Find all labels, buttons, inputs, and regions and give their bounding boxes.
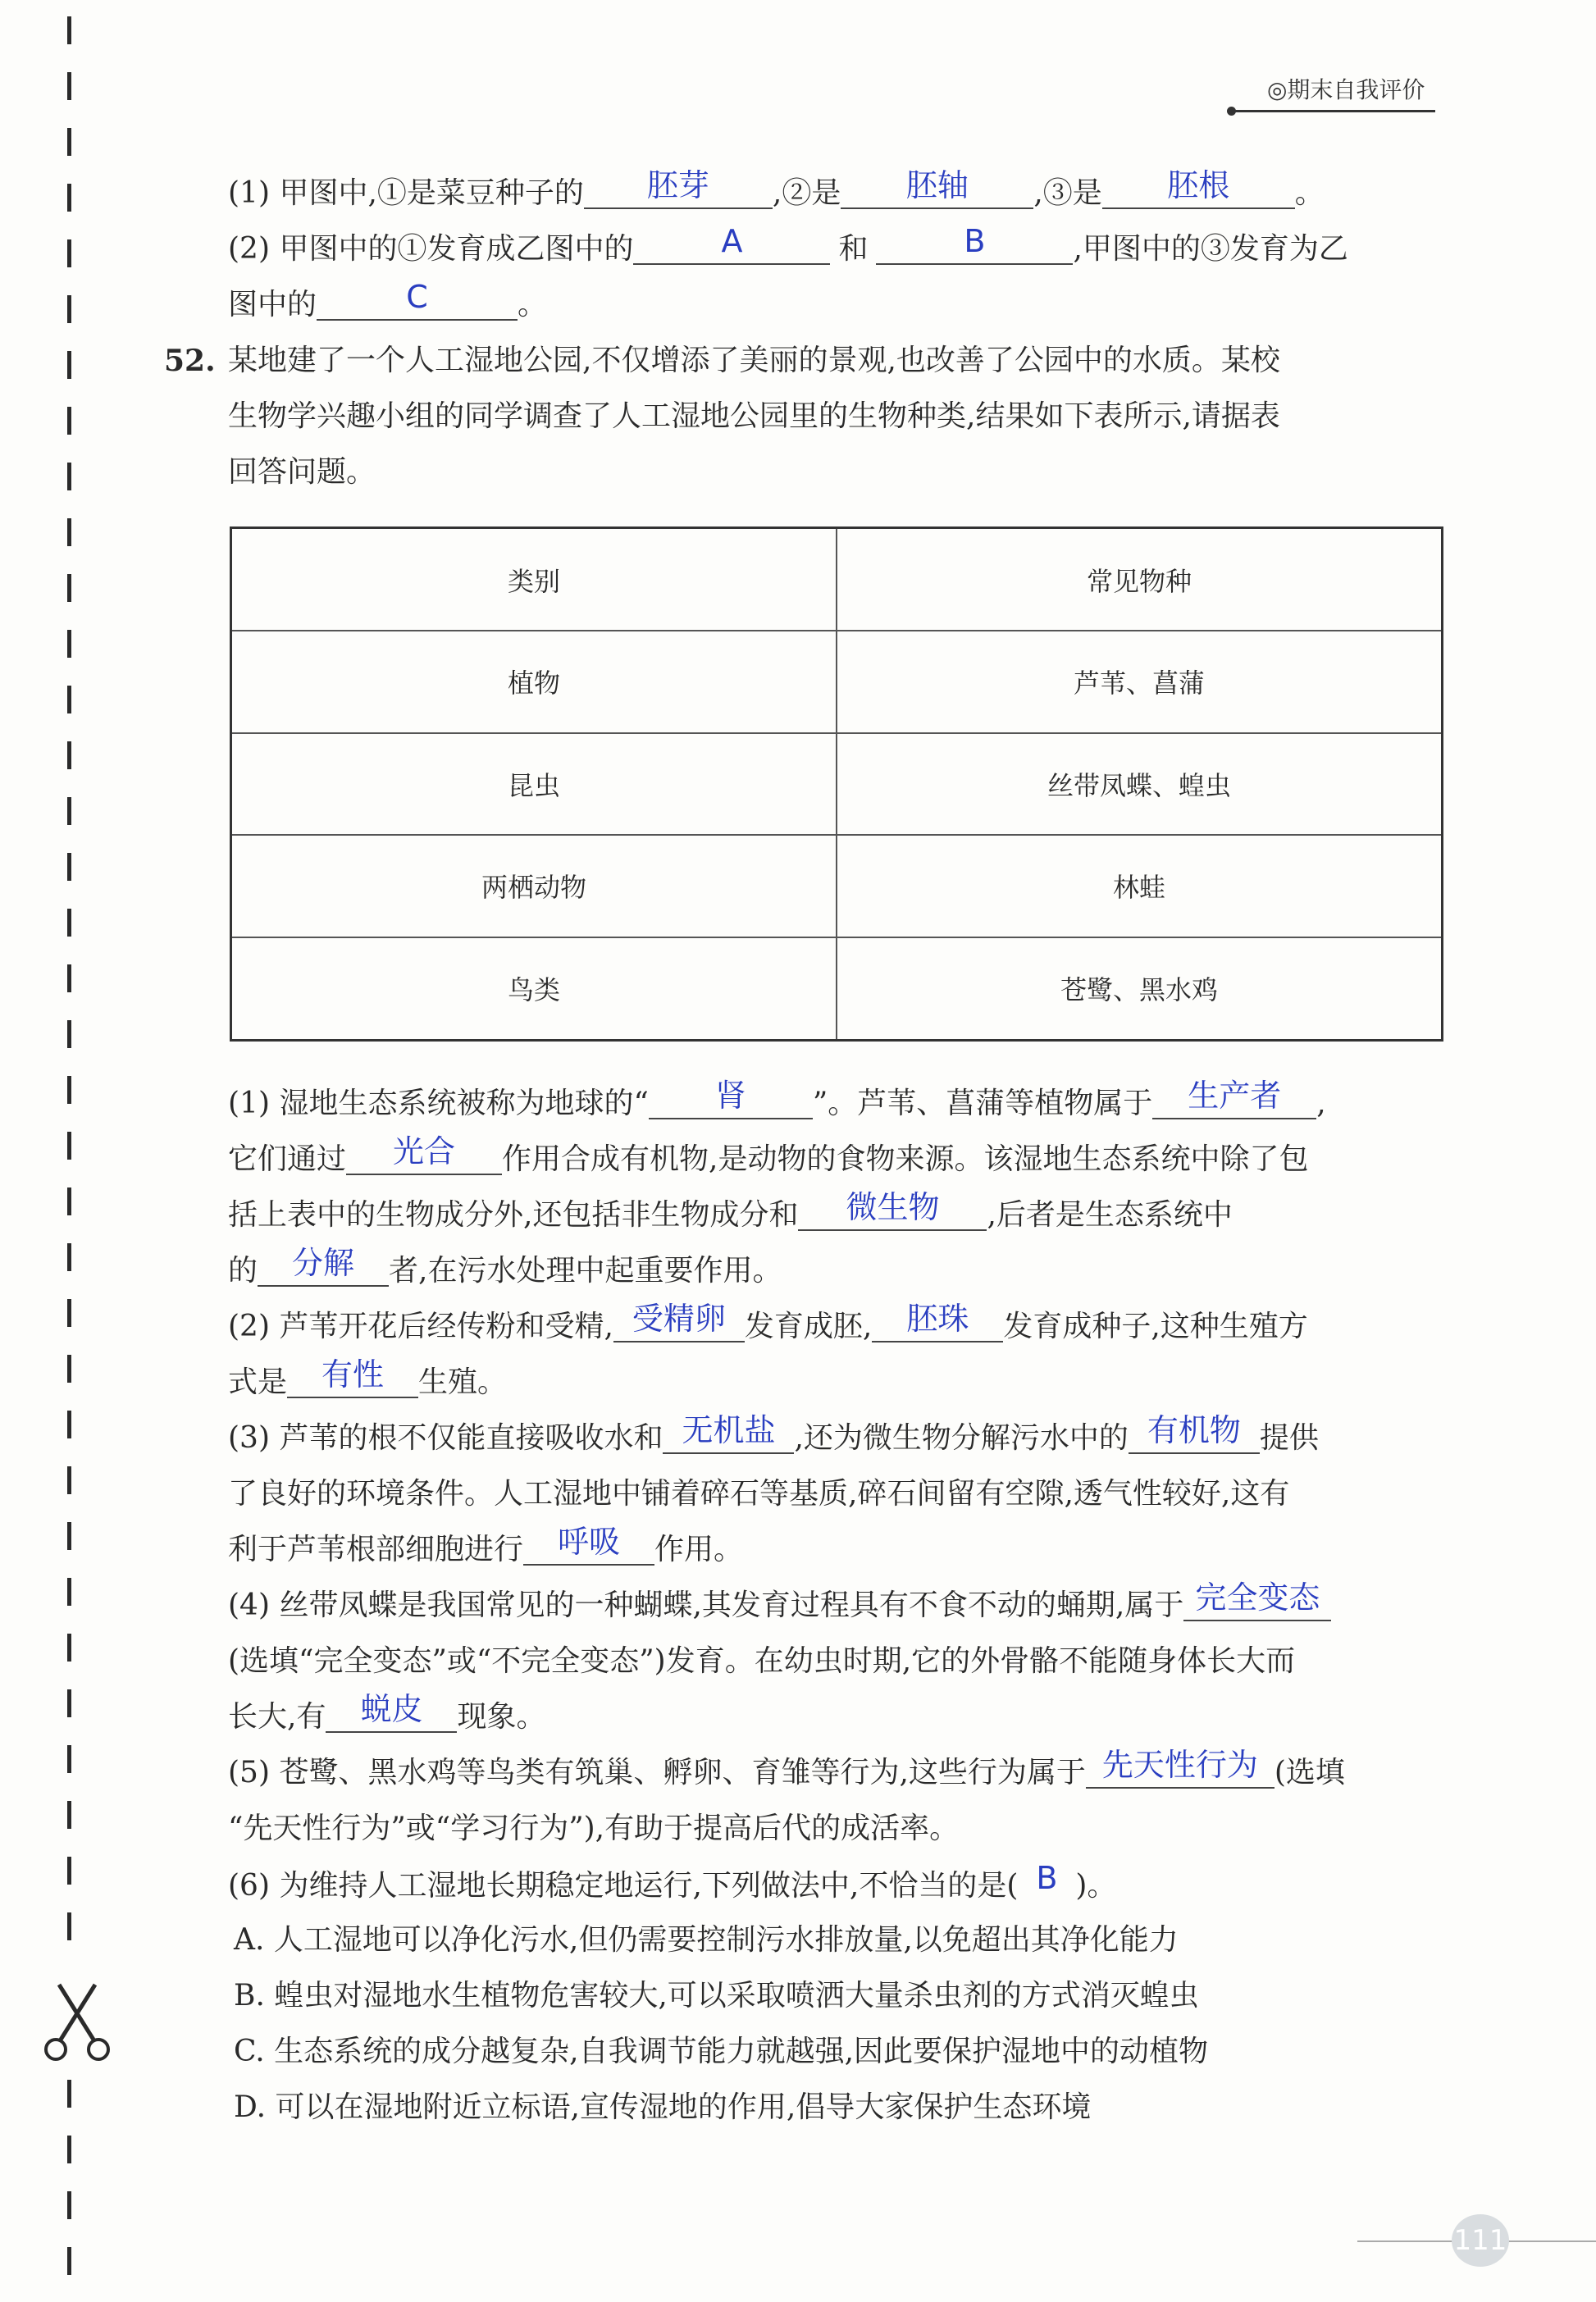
- cut-line-dash: [67, 72, 71, 100]
- answer-blank: [317, 279, 518, 321]
- q52-text: (2) 芦苇开花后经传粉和受精,: [228, 1310, 613, 1343]
- q52-text: 现象。: [457, 1700, 546, 1734]
- answer-blank: [258, 1245, 389, 1287]
- answer-blank: [287, 1356, 418, 1398]
- q52-p3-line3: [228, 1524, 744, 1573]
- q52-text: (5) 苍鹭、黑水鸡等鸟类有筑巢、孵卵、育雏等行为,这些行为属于: [228, 1756, 1086, 1789]
- option-d: D. 可以在湿地附近立标语,宣传湿地的作用,倡导大家保护生态环境: [234, 2090, 1092, 2124]
- answer-text: 光合: [393, 1133, 456, 1169]
- answer-text: 生产者: [1188, 1078, 1282, 1114]
- footer-rule: [1357, 2240, 1456, 2242]
- q52-text: 者,在污水处理中起重要作用。: [389, 1254, 782, 1288]
- q52-text: )。: [1075, 1869, 1117, 1903]
- answer-text: 胚珠: [906, 1301, 969, 1337]
- q51-part2-line1: [228, 223, 1348, 272]
- answer-blank: [1129, 1412, 1260, 1454]
- answer-blank: [1086, 1747, 1275, 1789]
- answer-text: 受精卵: [632, 1301, 726, 1337]
- q52-text: 长大,有: [228, 1700, 326, 1734]
- answer-blank: [798, 1189, 987, 1231]
- question-number: 52.: [164, 344, 216, 378]
- cut-line-dash: [67, 686, 71, 713]
- q52-stem-line: 生物学兴趣小组的同学调查了人工湿地公园里的生物种类,结果如下表所示,请据表: [228, 399, 1280, 433]
- cut-line-dash: [67, 574, 71, 602]
- q52-text: (4) 丝带凤蝶是我国常见的一种蝴蝶,其发育过程具有不食不动的蛹期,属于: [228, 1589, 1184, 1622]
- cut-line-dash: [67, 351, 71, 379]
- cut-line-dash: [67, 1801, 71, 1829]
- answer-text: 微生物: [846, 1189, 940, 1225]
- cut-line-dash: [67, 2191, 71, 2219]
- answer-slot: [1018, 1862, 1075, 1909]
- answer-text: 蜕皮: [360, 1691, 423, 1727]
- q52-text: 作用合成有机物,是动物的食物来源。该湿地生态系统中除了包: [502, 1142, 1309, 1176]
- cut-line-dash: [67, 518, 71, 546]
- q52-text: 式是: [228, 1365, 288, 1399]
- table-cell: 植物: [231, 631, 837, 733]
- table-cell: 林蛙: [837, 835, 1443, 937]
- q52-text: (1) 湿地生态系统被称为地球的“: [228, 1087, 649, 1120]
- cut-line-dash: [67, 1243, 71, 1271]
- q52-p3-line1: [228, 1412, 1319, 1461]
- cut-line-dash: [67, 853, 71, 881]
- q52-p3-line2: 了良好的环境条件。人工湿地中铺着碎石等基质,碎石间留有空隙,透气性较好,这有: [228, 1477, 1290, 1511]
- answer-text: 分解: [292, 1245, 355, 1281]
- q51-p2-text: 和: [838, 232, 869, 266]
- q52-text: 括上表中的生物成分外,还包括非生物成分和: [228, 1198, 799, 1232]
- cut-line-dash: [67, 1912, 71, 1940]
- q51-p2-text: (2) 甲图中的①发育成乙图中的: [228, 232, 634, 266]
- answer-blank: [649, 1078, 813, 1119]
- q51-p2-text: 图中的: [228, 288, 317, 321]
- scissors-icon: [43, 1981, 112, 2063]
- q52-text: (选填: [1274, 1756, 1345, 1789]
- option-b: B. 蝗虫对湿地水生植物危害较大,可以采取喷洒大量杀虫剂的方式消灭蝗虫: [234, 1979, 1199, 2013]
- cut-line-dash: [67, 295, 71, 323]
- cut-line-dash: [67, 1132, 71, 1160]
- q52-p2-line2: [228, 1356, 508, 1406]
- cut-line-dash: [67, 184, 71, 212]
- answer-text: 胚轴: [905, 167, 969, 203]
- q52-p1-line2: [228, 1133, 1309, 1183]
- answer-blank: [346, 1133, 502, 1175]
- answer-text: C: [406, 279, 428, 315]
- cut-line-dash: [67, 1076, 71, 1104]
- cut-line: [67, 16, 72, 2296]
- q52-text: (3) 芦苇的根不仅能直接吸收水和: [228, 1421, 663, 1455]
- cut-line-dash: [67, 1355, 71, 1383]
- cut-line-dash: [67, 1745, 71, 1773]
- table-row: [231, 835, 1443, 937]
- cut-line-dash: [67, 463, 71, 490]
- cut-line-dash: [67, 1689, 71, 1717]
- q52-stem-line: 回答问题。: [228, 455, 376, 489]
- cut-line-dash: [67, 16, 71, 44]
- q51-p1-text: ,③是: [1033, 176, 1102, 210]
- answer-text: 无机盐: [682, 1412, 776, 1448]
- cut-line-dash: [67, 964, 71, 992]
- cut-line-dash: [67, 2247, 71, 2275]
- cut-line-dash: [67, 128, 71, 156]
- q52-p4-line2: (选填“完全变态”或“不完全变态”)发育。在幼虫时期,它的外骨骼不能随身体长大而: [228, 1644, 1296, 1678]
- q51-p1-text: 。: [1294, 176, 1325, 210]
- cut-line-dash: [67, 1299, 71, 1327]
- cut-line-dash: [67, 1020, 71, 1048]
- q51-part2-line2: [228, 279, 548, 328]
- q52-text: 的: [228, 1254, 258, 1288]
- q52-text: ,后者是生态系统中: [987, 1198, 1233, 1232]
- table-cell: 昆虫: [231, 733, 837, 836]
- answer-blank: [326, 1691, 457, 1733]
- cut-line-dash: [67, 1578, 71, 1606]
- q52-p4-line1: [228, 1579, 1331, 1629]
- q52-p5-line2: “先天性行为”或“学习行为”),有助于提高后代的成活率。: [228, 1812, 960, 1845]
- footer-rule: [1501, 2240, 1596, 2242]
- answer-text: 先天性行为: [1101, 1747, 1258, 1783]
- table-cell: 苍鹭、黑水鸡: [837, 937, 1443, 1041]
- answer-text: 胚芽: [646, 167, 709, 203]
- q51-p2-text: 。: [518, 288, 548, 321]
- table-cell: 鸟类: [231, 937, 837, 1041]
- answer-blank: [613, 1301, 745, 1342]
- answer-blank: [1183, 1579, 1331, 1621]
- q52-text: 作用。: [654, 1533, 744, 1566]
- answer-blank: [1102, 167, 1295, 209]
- table-row: [231, 937, 1443, 1041]
- cut-line-dash: [67, 1411, 71, 1438]
- table-cell: 丝带凤蝶、蝗虫: [837, 733, 1443, 836]
- answer-blank: [841, 167, 1033, 209]
- cut-line-dash: [67, 1187, 71, 1215]
- q52-stem-line: 某地建了一个人工湿地公园,不仅增添了美丽的景观,也改善了公园中的水质。某校: [228, 344, 1280, 377]
- cut-line-dash: [67, 630, 71, 658]
- answer-text: 完全变态: [1195, 1579, 1320, 1616]
- q52-text: 发育成胚,: [744, 1310, 873, 1343]
- table-cell: 芦苇、菖蒲: [837, 631, 1443, 733]
- table-row: [231, 631, 1443, 733]
- q52-p1-line4: [228, 1245, 782, 1294]
- q52-p1-line3: [228, 1189, 1233, 1238]
- option-a: A. 人工湿地可以净化污水,但仍需要控制污水排放量,以免超出其净化能力: [234, 1923, 1179, 1957]
- page-number: 111: [1452, 2214, 1509, 2267]
- answer-text: 有性: [321, 1356, 385, 1393]
- cut-line-dash: [67, 2080, 71, 2108]
- cut-line-dash: [67, 741, 71, 769]
- answer-text: 呼吸: [558, 1524, 621, 1560]
- species-table: [230, 526, 1443, 1042]
- answer-blank: [523, 1524, 654, 1566]
- q52-p4-line3: [228, 1691, 546, 1740]
- q52-text: 生殖。: [418, 1365, 508, 1399]
- table-header-cell: 类别: [231, 528, 837, 631]
- q52-text: (6) 为维持人工湿地长期稳定地运行,下列做法中,不恰当的是(: [228, 1869, 1019, 1903]
- q52-text: 它们通过: [228, 1142, 347, 1176]
- table-header-row: [231, 528, 1443, 631]
- q52-p1-line1: [228, 1078, 1326, 1127]
- q51-part1: [228, 167, 1325, 217]
- table-cell: 两栖动物: [231, 835, 837, 937]
- q51-p1-text: ,②是: [772, 176, 841, 210]
- q52-text: 提供: [1259, 1421, 1319, 1455]
- q52-text: 发育成种子,这种生殖方: [1003, 1310, 1308, 1343]
- answer-text: 肾: [714, 1078, 746, 1114]
- cut-line-dash: [67, 1522, 71, 1550]
- cut-line-dash: [67, 1857, 71, 1885]
- cut-line-dash: [67, 797, 71, 825]
- section-title: ◎期末自我评价: [1267, 76, 1425, 103]
- answer-blank: [663, 1412, 794, 1454]
- answer-text: B: [1036, 1860, 1058, 1896]
- table-row: [231, 733, 1443, 836]
- q51-p2-text: ,甲图中的③发育为乙: [1073, 232, 1348, 266]
- q52-p5-line1: [228, 1747, 1345, 1796]
- answer-text: 胚根: [1167, 167, 1230, 203]
- q52-text: 利于芦苇根部细胞进行: [228, 1533, 524, 1566]
- answer-blank: [1152, 1078, 1316, 1119]
- q51-p1-text: (1) 甲图中,①是菜豆种子的: [228, 176, 584, 210]
- q52-text: ”。芦苇、菖蒲等植物属于: [812, 1087, 1153, 1120]
- table-header-cell: 常见物种: [837, 528, 1443, 631]
- answer-blank: [872, 1301, 1003, 1342]
- q52-text: ,: [1316, 1087, 1326, 1120]
- cut-line-dash: [67, 909, 71, 937]
- option-c: C. 生态系统的成分越复杂,自我调节能力就越强,因此要保护湿地中的动植物: [234, 2035, 1209, 2068]
- cut-line-dash: [67, 1634, 71, 1662]
- cut-line-dash: [67, 239, 71, 267]
- header-rule: [1230, 110, 1435, 112]
- answer-text: B: [964, 223, 986, 259]
- cut-line-dash: [67, 407, 71, 435]
- cut-line-dash: [67, 1466, 71, 1494]
- q52-text: ,还为微生物分解污水中的: [794, 1421, 1129, 1455]
- answer-blank: [633, 223, 830, 265]
- q52-p6-line1: [228, 1862, 1116, 1909]
- answer-blank: [584, 167, 773, 209]
- answer-text: A: [721, 223, 743, 259]
- answer-blank: [876, 223, 1073, 265]
- answer-text: 有机物: [1147, 1412, 1241, 1448]
- cut-line-dash: [67, 2136, 71, 2163]
- q52-p2-line1: [228, 1301, 1308, 1350]
